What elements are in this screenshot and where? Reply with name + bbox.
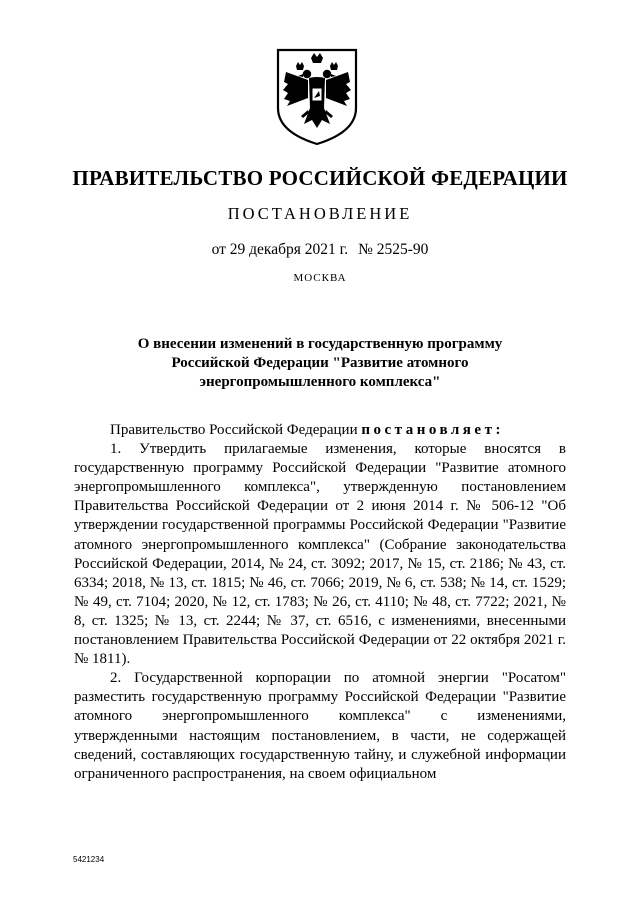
date-line — [0, 241, 640, 259]
document-code: 5421234 — [73, 855, 105, 864]
clause-1: 1. Утвердить прилагаемые изменения, которые вносятся в государственную программу Российской Федерации "Развитие атомного энергопромышленного комплекса", утвержденную постановлением Правительства Российской Федерации от 2 июня 2014 г. № 506-12 "Об утверждении государственной программы Российской Федерации "Развитие атомного энергопромышленного комплекса" (Собрание законодательства Российской Федерации, 2014, № 24, ст. 3092; 2017, № 15, ст. 2186; № 43, ст. 6334; 2018, № 13, ст. 1815; № 46, ст. 7066; 2019, № 6, ст. 538; № 14, ст. 1529; № 49, ст. 7104; 2020, № 12, ст. 1783; № 26, ст. 4110; № 48, ст. 7722; 2021, № 8, ст. 1325; № 13, ст. 2244; № 37, ст. 6516, с изменениями, внесенными постановлением Правительства Российской Федерации от 22 октября 2021 г. № 1811). — [74, 441, 566, 668]
heading-line: Российской Федерации "Развитие атомного — [171, 355, 469, 371]
heading-line: О внесении изменений в государственную программу — [137, 336, 503, 352]
document-date: от 29 декабря 2021 г. — [211, 241, 349, 258]
intro-prefix: Правительство Российской Федерации — [110, 422, 358, 438]
clause-2: 2. Государственной корпорации по атомной энергии "Росатом" разместить государственную программу Российской Федерации "Развитие атомного энергопромышленного комплекса" с изменениями, утвержденными настоящим постановлением, в части, не содержащей сведений, составляющих государственную тайну, и служебной информации ограниченного распространения, на своем официальном — [74, 670, 566, 782]
document-body — [74, 421, 566, 784]
document-number: № 2525-90 — [358, 241, 429, 258]
government-title: ПРАВИТЕЛЬСТВО РОССИЙСКОЙ ФЕДЕРАЦИИ — [72, 166, 568, 190]
intro-resolves: постановляет: — [361, 422, 504, 438]
heading-line: энергопромышленного комплекса" — [199, 374, 441, 390]
city-name: МОСКВА — [293, 272, 347, 284]
coat-of-arms-emblem — [274, 46, 360, 148]
intro-paragraph — [74, 421, 566, 440]
document-heading — [90, 335, 550, 392]
document-type: ПОСТАНОВЛЕНИЕ — [227, 204, 413, 223]
